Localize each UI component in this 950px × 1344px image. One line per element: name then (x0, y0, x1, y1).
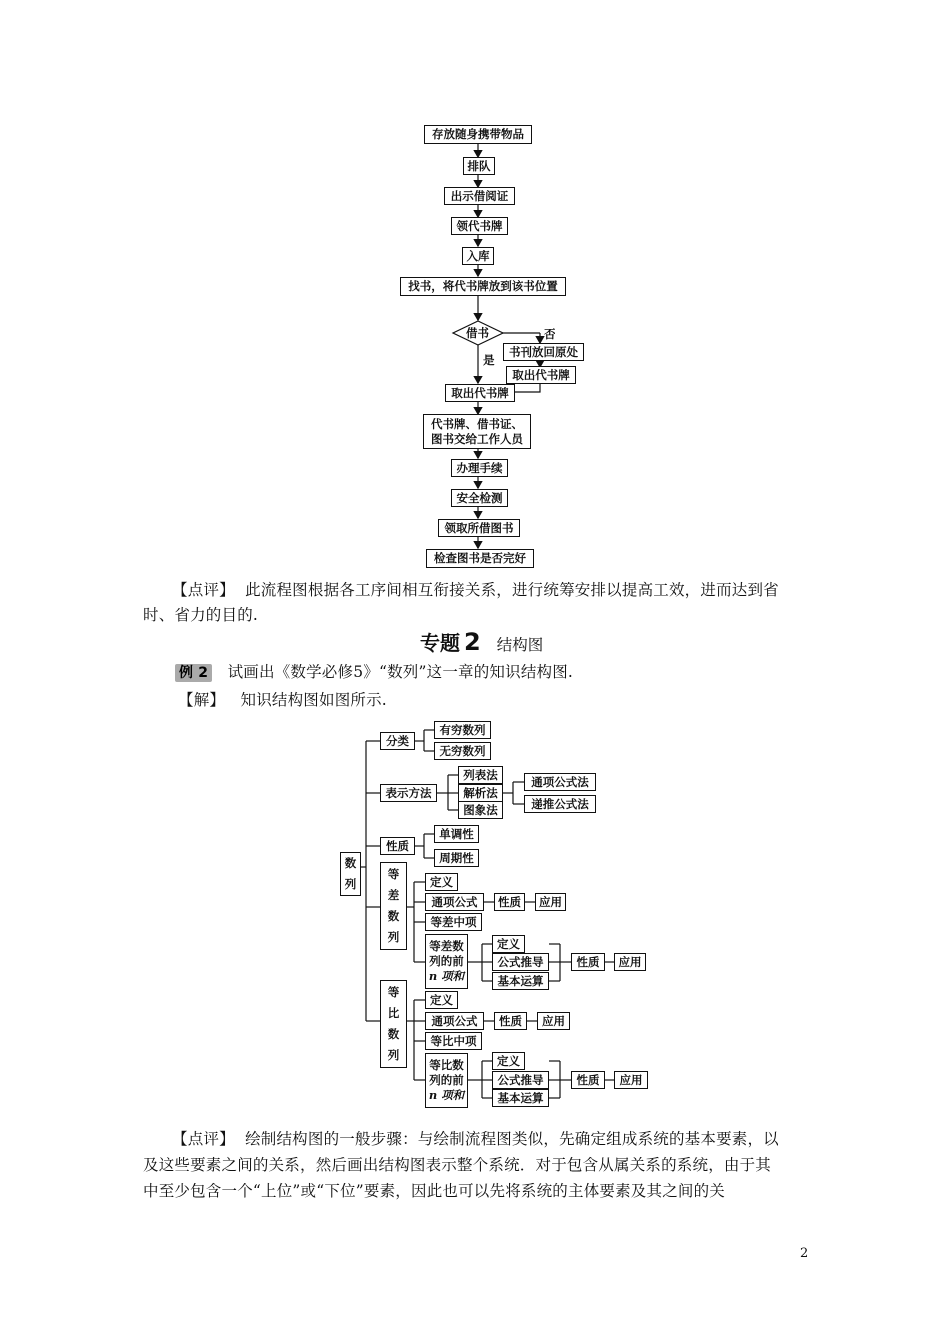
node-youqiong: 有穷数列 (434, 721, 491, 739)
comment-2-line-2: 及这些要素之间的关系，然后画出结构图表示整个系统．对于包含从属关系的系统，由于其 (143, 1156, 772, 1174)
node-dc-qiann: 等差数 列的前 n 项和 (425, 934, 468, 989)
node-db-qn-dingyi: 定义 (492, 1052, 525, 1070)
node-dc-xingzhi: 性质 (494, 893, 525, 911)
node-jiexi: 解析法 (458, 784, 503, 802)
solution-tag: 【解】 (178, 691, 226, 709)
solution-text: 知识结构图如图所示. (240, 691, 387, 709)
comment-2-line-1 (172, 1126, 779, 1152)
example-badge: 例 2 (175, 664, 212, 682)
flow-step-12: 检查图书是否完好 (426, 549, 534, 568)
example-line (175, 659, 573, 685)
comment-2-line-3: 中至少包含一个“上位”或“下位”要素，因此也可以先将系统的主体要素及其之间的关 (143, 1182, 725, 1200)
node-dandiao: 单调性 (434, 825, 479, 843)
node-biaoshi: 表示方法 (380, 784, 437, 802)
flow-step-4: 领代书牌 (451, 217, 508, 235)
node-ditui-gsf: 递推公式法 (524, 795, 596, 813)
flow-step-5: 入库 (462, 247, 494, 265)
node-tuxiang: 图象法 (458, 801, 503, 819)
flow-step-3: 出示借阅证 (444, 187, 515, 205)
flow-no-step-2: 取出代书牌 (506, 366, 576, 384)
comment-1-line-2: 时、省力的目的. (143, 606, 259, 624)
node-wuqiong: 无穷数列 (434, 742, 491, 760)
node-db-gongshi-tuidao: 公式推导 (492, 1071, 549, 1089)
tree-root: 数 列 (340, 852, 361, 896)
flow-step-11: 领取所借图书 (438, 519, 520, 537)
flow-no-step-1: 书刊放回原处 (503, 343, 584, 361)
flow-step-8-line2: 图书交给工作人员 (431, 431, 523, 446)
node-xingzhi: 性质 (380, 837, 415, 855)
node-dc-jiben-yunsuan: 基本运算 (492, 972, 549, 990)
solution-line (178, 687, 387, 713)
flow-step-7: 取出代书牌 (445, 384, 515, 402)
node-liebiao: 列表法 (458, 766, 503, 784)
topic-prefix: 专题 (420, 631, 460, 655)
node-dc-zhongxiang: 等差中项 (425, 913, 482, 931)
flow-step-8-line1: 代书牌、借书证、 (431, 416, 523, 431)
node-dengbi: 等 比 数 列 (380, 980, 407, 1068)
node-dc-qn-dingyi: 定义 (492, 935, 525, 953)
comment-2-tag: 【点评】 (172, 1130, 235, 1148)
topic-title: 结构图 (496, 636, 544, 654)
node-fenlei: 分类 (380, 732, 415, 750)
decision-yes-label: 是 (483, 353, 495, 367)
topic-number: 2 (464, 628, 481, 656)
flow-step-2: 排队 (463, 157, 495, 175)
node-dengcha: 等 差 数 列 (380, 862, 407, 950)
flow-step-1: 存放随身携带物品 (424, 125, 532, 144)
comment-1-tag: 【点评】 (172, 581, 235, 599)
comment-1-line-1 (172, 577, 779, 603)
node-db-zhongxiang: 等比中项 (425, 1032, 482, 1050)
flow-step-10: 安全检测 (451, 489, 508, 507)
topic-heading (420, 627, 543, 656)
node-db-jiben-yunsuan: 基本运算 (492, 1089, 549, 1107)
node-dc-yingyong: 应用 (535, 893, 566, 911)
comment-1-text: 此流程图根据各工序间相互衔接关系，进行统筹安排以提高工效，进而达到省 (245, 581, 779, 599)
node-db-qn-yingyong: 应用 (614, 1071, 648, 1089)
flow-step-9: 办理手续 (451, 459, 508, 477)
decision-no-label: 否 (544, 327, 556, 341)
flow-step-6: 找书，将代书牌放到该书位置 (400, 277, 566, 296)
node-dc-dingyi: 定义 (425, 873, 458, 891)
node-zhouqi: 周期性 (434, 849, 479, 867)
node-dc-qn-yingyong: 应用 (614, 953, 646, 971)
node-dc-tongxiang: 通项公式 (425, 893, 484, 911)
node-db-xingzhi: 性质 (494, 1012, 527, 1030)
comment-2-text: 绘制结构图的一般步骤：与绘制流程图类似，先确定组成系统的基本要素，以 (245, 1130, 779, 1148)
node-db-qn-xingzhi: 性质 (571, 1071, 605, 1089)
node-dc-qn-xingzhi: 性质 (571, 953, 605, 971)
example-text: 试画出《数学必修5》“数列”这一章的知识结构图. (227, 663, 574, 681)
flow-step-8 (423, 414, 531, 449)
node-db-tongxiang: 通项公式 (425, 1012, 484, 1030)
node-dc-gongshi-tuidao: 公式推导 (492, 953, 549, 971)
node-tongxiang-gsf: 通项公式法 (524, 773, 596, 791)
page-number: 2 (800, 1246, 809, 1261)
node-db-dingyi: 定义 (425, 991, 458, 1009)
node-db-qiann: 等比数 列的前 n 项和 (425, 1053, 468, 1108)
decision-label: 借书 (466, 326, 489, 340)
node-db-yingyong: 应用 (537, 1012, 570, 1030)
